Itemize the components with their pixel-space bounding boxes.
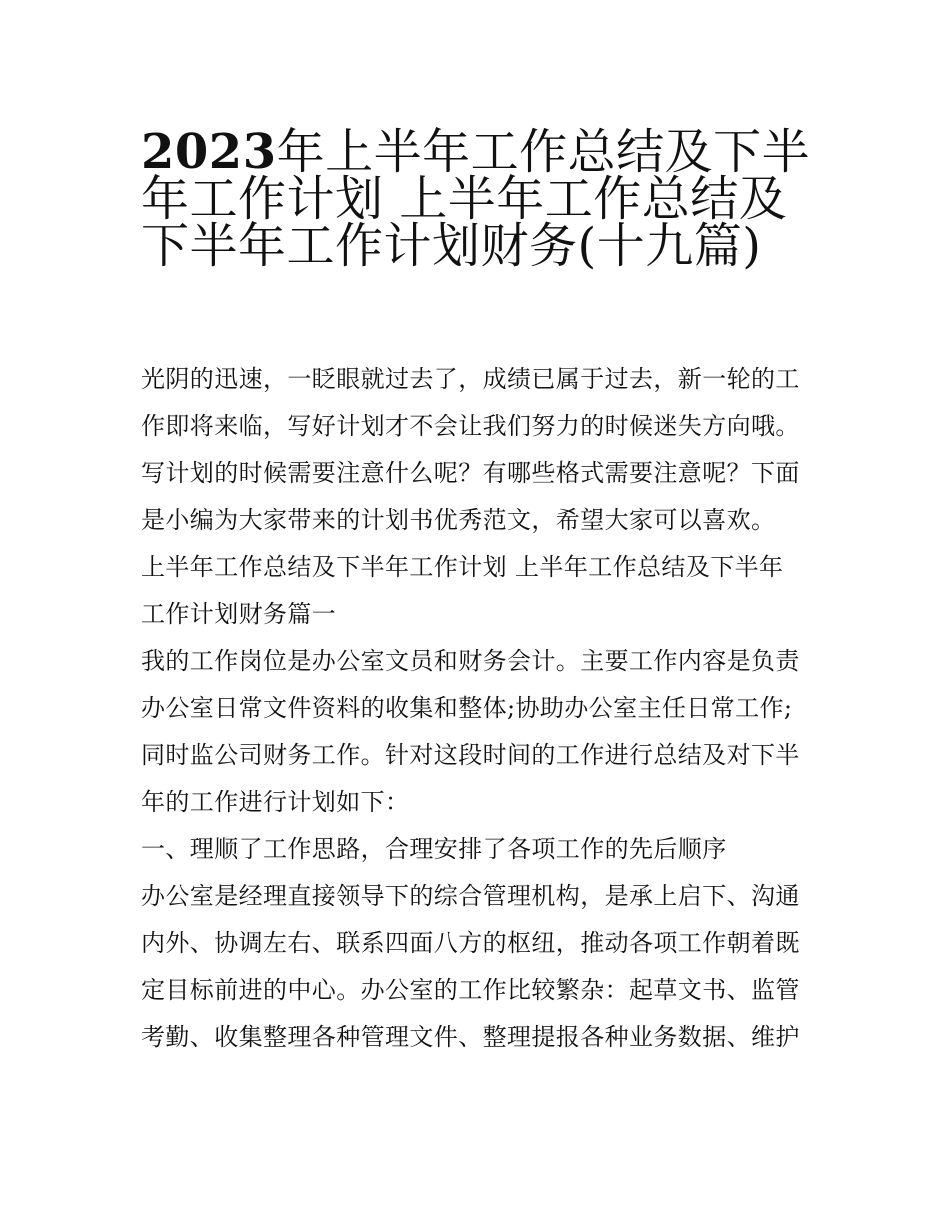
body-line: 年的工作进行计划如下： <box>141 788 410 816</box>
document-title <box>141 114 811 274</box>
body-line: 同时监公司财务工作。针对这段时间的工作进行总结及对下半 <box>141 741 800 769</box>
title-year: 2023 <box>141 124 277 180</box>
body-line: 考勤、收集整理各种管理文件、整理提报各种业务数据、维护 <box>141 1023 800 1051</box>
body-line: 办公室日常文件资料的收集和整体;协助办公室主任日常工作; <box>141 694 793 722</box>
body-line: 光阴的迅速，一眨眼就过去了，成绩已属于过去，新一轮的工 <box>141 365 800 393</box>
subheading-line: 一、理顺了工作思路，合理安排了各项工作的先后顺序 <box>141 835 727 863</box>
body-line: 我的工作岗位是办公室文员和财务会计。主要工作内容是负责 <box>141 647 800 675</box>
section-heading-line: 上半年工作总结及下半年工作计划 上半年工作总结及下半年 <box>141 553 784 581</box>
body-line: 内外、协调左右、联系四面八方的枢纽，推动各项工作朝着既 <box>141 929 800 957</box>
document-body <box>141 356 821 1061</box>
section-heading-line: 工作计划财务篇一 <box>141 600 337 628</box>
title-line-2: 年工作计划 上半年工作总结及 <box>141 171 788 227</box>
title-line-1 <box>141 114 811 180</box>
body-line: 定目标前进的中心。办公室的工作比较繁杂：起草文书、监管 <box>141 976 800 1004</box>
body-line: 写计划的时候需要注意什么呢？有哪些格式需要注意呢？下面 <box>141 459 800 487</box>
title-line-3: 下半年工作计划财务(十九篇) <box>141 218 762 274</box>
body-line: 是小编为大家带来的计划书优秀范文，希望大家可以喜欢。 <box>141 506 776 534</box>
body-line: 作即将来临，写好计划才不会让我们努力的时候迷失方向哦。 <box>141 412 800 440</box>
body-line: 办公室是经理直接领导下的综合管理机构，是承上启下、沟通 <box>141 882 800 910</box>
title-line-1-text: 年上半年工作总结及下半 <box>276 124 811 180</box>
